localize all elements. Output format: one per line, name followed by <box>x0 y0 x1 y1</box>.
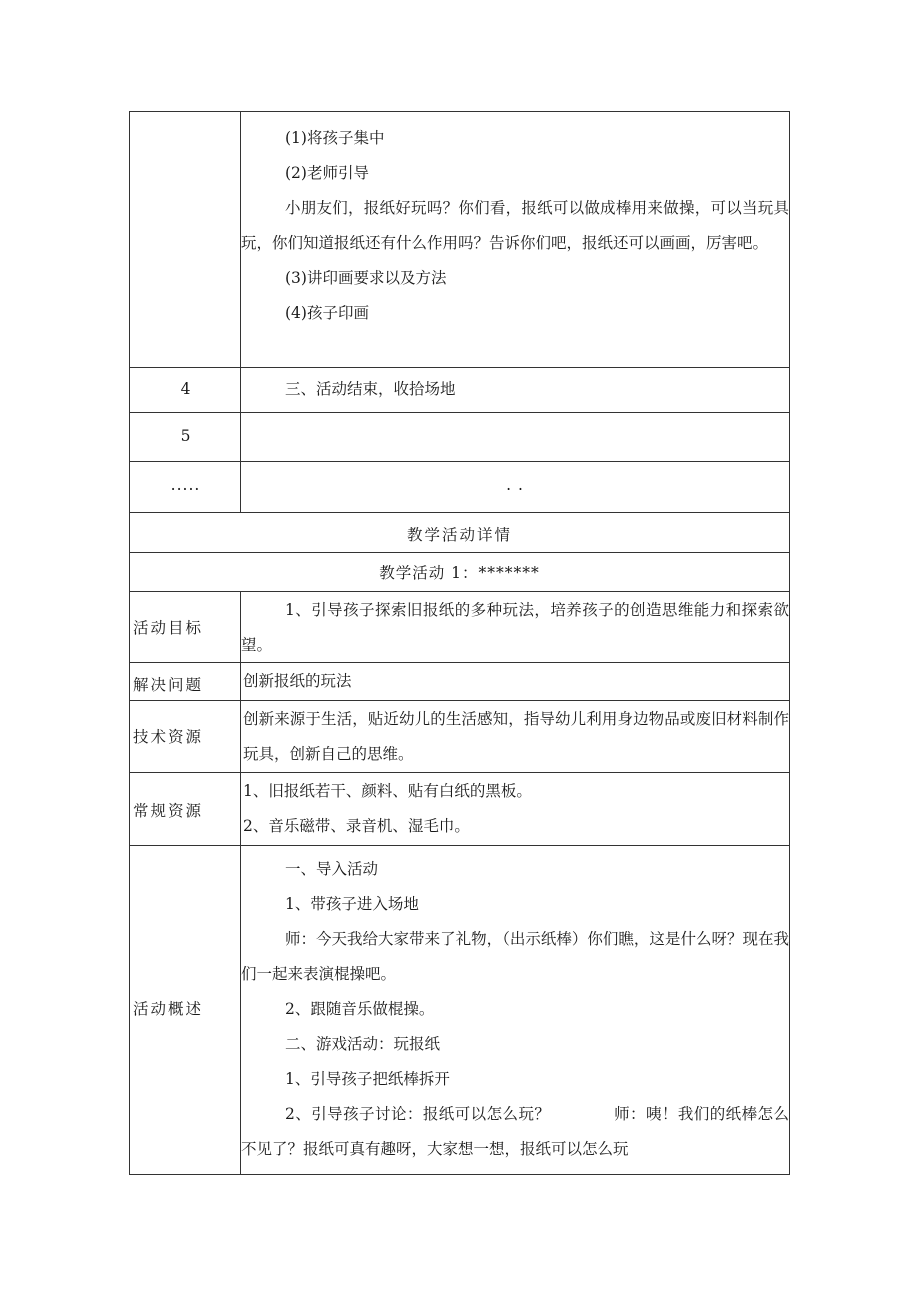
table-row <box>129 592 790 663</box>
paragraph: 一、导入活动 <box>285 860 379 878</box>
table-row <box>129 513 790 553</box>
step-number: 5 <box>180 427 191 445</box>
table-row <box>129 846 790 1175</box>
table-row <box>129 773 790 846</box>
list-item: 1、旧报纸若干、颜料、贴有白纸的黑板。 <box>243 782 532 800</box>
paragraph: 二、游戏活动：玩报纸 <box>285 1035 441 1053</box>
activity-title: 教学活动 1：******* <box>379 564 540 582</box>
table-row <box>129 368 790 413</box>
paragraph: 2、跟随音乐做棍操。 <box>285 1000 435 1018</box>
row-label: 技术资源 <box>133 728 204 746</box>
step-number: ..... <box>170 476 201 494</box>
lesson-plan-table <box>129 111 790 1175</box>
table-row <box>129 701 790 773</box>
empty-cell <box>130 112 241 367</box>
paragraph: 小朋友们，报纸好玩吗？你们看，报纸可以做成棒用来做操，可以当玩具玩，你们知道报纸还有什么作用吗？告诉你们吧，报纸还可以画画，厉害吧。 <box>241 199 789 252</box>
list-item: 2、音乐磁带、录音机、湿毛巾。 <box>243 817 470 835</box>
row-label: 常规资源 <box>133 802 204 820</box>
paragraph: 1、带孩子进入场地 <box>285 895 419 913</box>
list-item: (1)将孩子集中 <box>285 129 385 147</box>
list-item: (3)讲印画要求以及方法 <box>285 269 447 287</box>
problem-text: 创新报纸的玩法 <box>243 672 352 690</box>
table-row <box>129 413 790 462</box>
row-label: 解决问题 <box>133 676 204 694</box>
goal-text: 1、引导孩子探索旧报纸的多种玩法，培养孩子的创造思维能力和探索欲望。 <box>241 601 789 654</box>
paragraph: 1、引导孩子把纸棒拆开 <box>285 1070 450 1088</box>
row-label: 活动目标 <box>133 619 204 637</box>
list-item: (4)孩子印画 <box>285 304 369 322</box>
list-item: (2)老师引导 <box>285 164 369 182</box>
paragraph: 2、引导孩子讨论：报纸可以怎么玩？ 师：咦！我们的纸棒怎么不见了？报纸可真有趣呀，大家想一想，报纸可以怎么玩 <box>241 1105 789 1158</box>
table-row <box>129 663 790 701</box>
tech-text: 创新来源于生活，贴近幼儿的生活感知，指导幼儿利用身边物品或废旧材料制作玩具，创新自己的思维。 <box>243 710 789 763</box>
step-text: . . <box>506 476 524 494</box>
paragraph: 师：今天我给大家带来了礼物，（出示纸棒）你们瞧，这是什么呀？现在我们一起来表演棍操吧。 <box>241 930 789 983</box>
table-row <box>129 462 790 513</box>
table-row <box>129 111 790 368</box>
section-title: 教学活动详情 <box>406 526 512 544</box>
step-text: 三、活动结束，收拾场地 <box>285 380 456 398</box>
table-row <box>129 553 790 592</box>
step-number: 4 <box>180 380 191 398</box>
row-label: 活动概述 <box>133 1000 204 1018</box>
